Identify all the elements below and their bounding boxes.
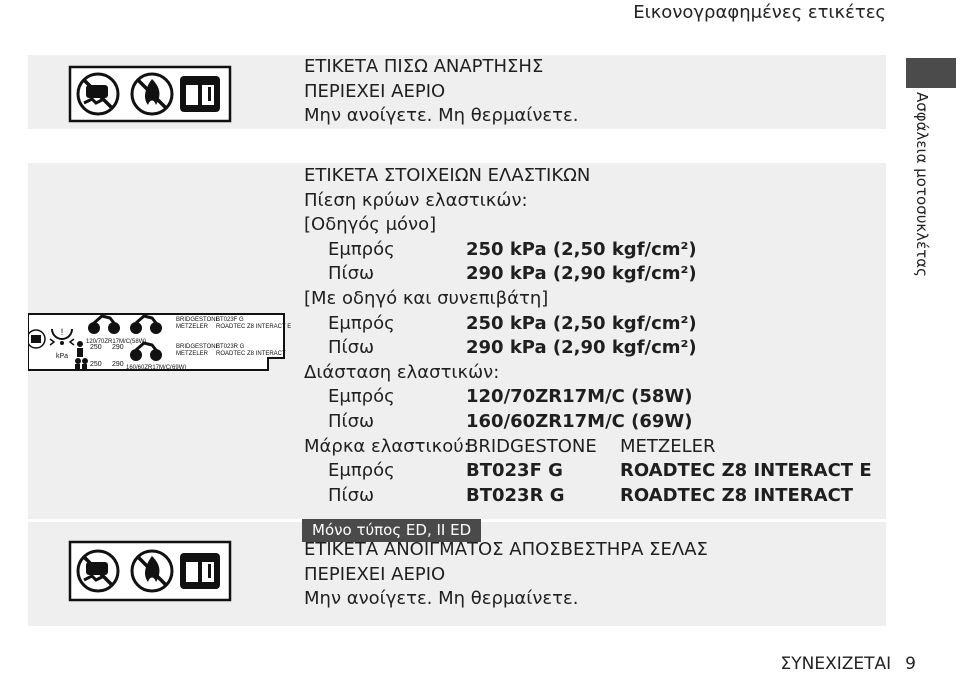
page-header xyxy=(0,0,960,30)
with-passenger-heading: [Με οδηγό και συνεπιβάτη] xyxy=(304,287,549,309)
size-rear-label: Πίσω xyxy=(328,410,375,432)
brand-front-2: ROADTEC Z8 INTERACT E xyxy=(620,460,872,482)
seat-damper-section xyxy=(28,522,886,626)
seat-damper-title: ΕΤΙΚΕΤΑ ΑΝΟΙΓΜΑΤΟΣ ΑΠΟΣΒΕΣΤΗΡΑ ΣΕΛΑΣ xyxy=(304,539,708,560)
with-passenger-rear-label: Πίσω xyxy=(328,337,375,359)
with-passenger-rear-value: 290 kPa (2,90 kgf/cm²) xyxy=(466,337,697,359)
read-manual-icon xyxy=(180,76,220,112)
size-rear-value: 160/60ZR17M/C (69W) xyxy=(466,410,693,432)
tire-label-bs-front: BT023F G xyxy=(216,317,244,323)
no-disassembly-icon xyxy=(78,74,118,114)
page-number: 9 xyxy=(905,654,916,674)
seat-damper-text xyxy=(304,538,708,612)
brand-rear-row xyxy=(304,484,854,509)
tire-label-brand-2: METZELER xyxy=(176,324,209,330)
tire-label-brand-1: BRIDGESTONE xyxy=(176,317,220,323)
rider-only-front-label: Εμπρός xyxy=(328,238,395,260)
rider-only-rear-label: Πίσω xyxy=(328,263,375,285)
tire-size-heading: Διάσταση ελαστικών: xyxy=(304,361,500,383)
models-badge: Μόνο τύπος ED, II ED xyxy=(302,519,481,542)
tire-label-pass-front: 250 xyxy=(90,361,102,368)
size-front-label: Εμπρός xyxy=(328,386,395,408)
no-fire-icon xyxy=(132,551,172,591)
brand-rear-1: BT023R G xyxy=(466,484,565,506)
warning-icons-panel xyxy=(28,55,296,129)
tire-info-text xyxy=(304,164,872,508)
seat-damper-gas: ΠΕΡΙΕΧΕΙ ΑΕΡΙΟ xyxy=(304,563,446,585)
tire-label-size-rear: 160/60ZR17M/C(69W) xyxy=(126,365,187,371)
rider-only-rear-value: 290 kPa (2,90 kgf/cm²) xyxy=(466,263,697,285)
rear-suspension-gas: ΠΕΡΙΕΧΕΙ ΑΕΡΙΟ xyxy=(304,80,446,102)
size-front-value: 120/70ZR17M/C (58W) xyxy=(466,386,693,408)
tire-label-panel xyxy=(28,163,296,519)
page-footer xyxy=(781,654,917,674)
cold-pressure-heading: Πίεση κρύων ελαστικών: xyxy=(304,189,528,211)
continues-label: ΣΥΝΕΧΙΖΕΤΑΙ xyxy=(780,654,892,674)
tire-label-brand-1b: BRIDGESTONE xyxy=(176,344,220,350)
section-side-label xyxy=(913,92,939,292)
no-disassembly-icon xyxy=(78,551,118,591)
size-rear-row xyxy=(304,410,693,435)
tire-info-title: ΕΤΙΚΕΤΑ ΣΤΟΙΧΕΙΩΝ ΕΛΑΣΤΙΚΩΝ xyxy=(304,165,591,186)
with-passenger-front-row xyxy=(304,312,697,337)
with-passenger-front-label: Εμπρός xyxy=(328,312,395,334)
section-side-label-text: Ασφάλεια μοτοσυκλέτας xyxy=(913,92,931,277)
tire-label-rider-rear: 290 xyxy=(112,344,124,351)
rear-suspension-section xyxy=(28,55,886,129)
brand-front-label: Εμπρός xyxy=(328,460,395,482)
warning-icons-panel xyxy=(28,522,296,626)
brand-rear-label: Πίσω xyxy=(328,484,375,506)
brand-row xyxy=(304,435,716,460)
brand-2: METZELER xyxy=(620,435,716,457)
svg-text:!: ! xyxy=(60,327,64,337)
tire-label-unit: kPa xyxy=(55,353,69,360)
rider-only-rear-row xyxy=(304,262,697,287)
section-tab-marker xyxy=(906,58,956,88)
rider-only-front-row xyxy=(304,238,697,263)
rear-suspension-warning: Μην ανοίγετε. Μη θερμαίνετε. xyxy=(304,105,579,127)
tire-label-pass-rear: 290 xyxy=(112,361,124,368)
brand-label: Μάρκα ελαστικού: xyxy=(304,435,470,457)
rider-only-front-value: 250 kPa (2,50 kgf/cm²) xyxy=(466,238,697,260)
tire-label-size-front: 120/70ZR17M/C(58W) xyxy=(86,339,147,345)
page-title: Εικονογραφημένες ετικέτες xyxy=(633,2,886,23)
tire-label-bs-rear: BT023R G xyxy=(216,344,245,350)
with-passenger-rear-row xyxy=(304,336,697,361)
rear-suspension-title: ΕΤΙΚΕΤΑ ΠΙΣΩ ΑΝΑΡΤΗΣΗΣ xyxy=(304,56,544,77)
read-manual-icon xyxy=(180,553,220,589)
no-fire-icon xyxy=(132,74,172,114)
brand-front-1: BT023F G xyxy=(466,460,563,482)
brand-front-row xyxy=(304,459,872,484)
tire-label-mz-front: ROADTEC Z8 INTERACT E xyxy=(216,324,292,330)
brand-1: BRIDGESTONE xyxy=(466,435,597,457)
size-front-row xyxy=(304,385,693,410)
seat-damper-warning: Μην ανοίγετε. Μη θερμαίνετε. xyxy=(304,588,579,610)
tire-label-rider-front: 250 xyxy=(90,344,102,351)
rear-suspension-text xyxy=(304,55,578,129)
tire-label-brand-2b: METZELER xyxy=(176,351,209,357)
tire-label-mz-rear: ROADTEC Z8 INTERACT xyxy=(216,351,286,357)
tire-info-section xyxy=(28,163,886,519)
with-passenger-front-value: 250 kPa (2,50 kgf/cm²) xyxy=(466,312,697,334)
rider-only-heading: [Οδηγός μόνο] xyxy=(304,214,437,236)
brand-rear-2: ROADTEC Z8 INTERACT xyxy=(620,484,854,506)
